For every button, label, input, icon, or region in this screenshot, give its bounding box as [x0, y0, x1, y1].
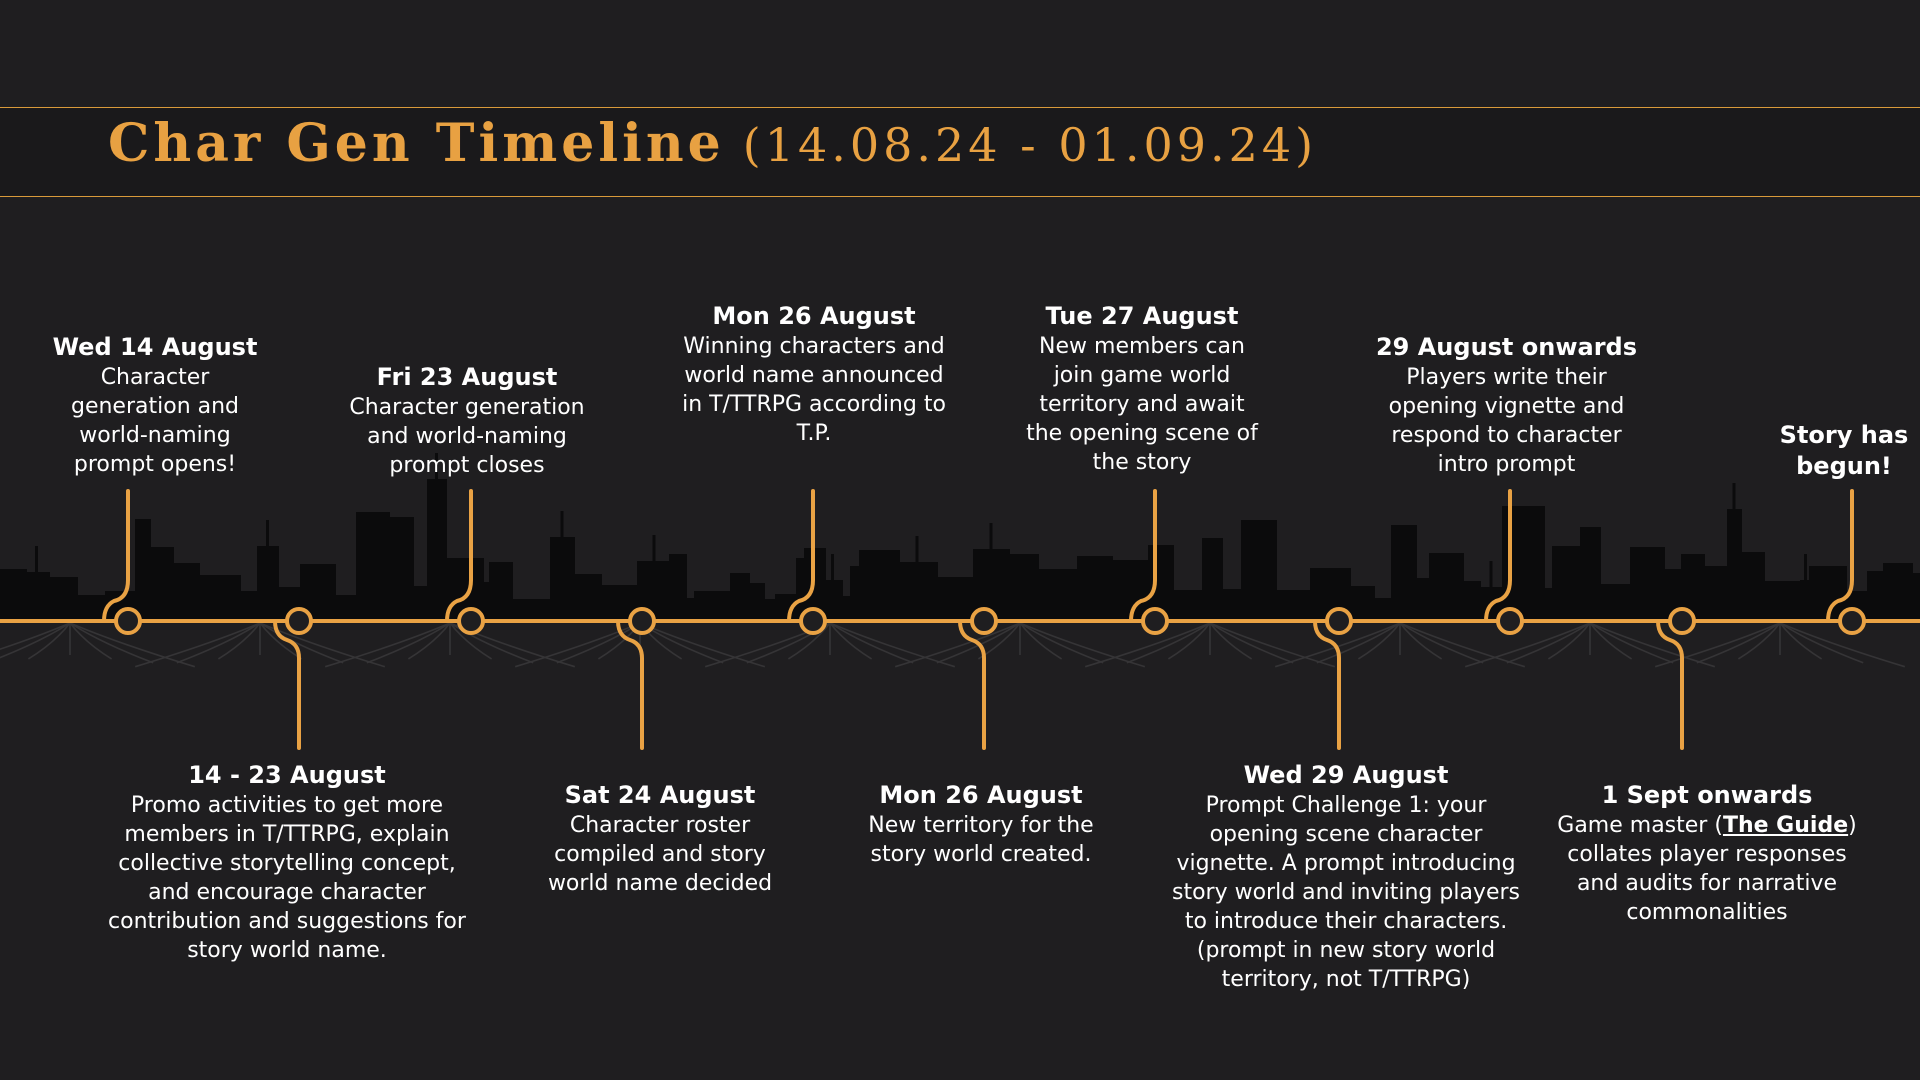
skyline-spire	[35, 546, 38, 572]
timeline-node	[1670, 609, 1694, 633]
root-branch	[218, 623, 260, 659]
timeline-node	[801, 609, 825, 633]
event-bottom-1	[105, 760, 469, 965]
skyline-building	[1598, 584, 1633, 621]
event-date: Wed 14 August	[52, 333, 258, 361]
root-branch	[1780, 623, 1822, 659]
event-top-4	[1022, 301, 1262, 477]
timeline-node	[1498, 609, 1522, 633]
skyline-building	[1036, 569, 1080, 621]
skyline-building	[171, 563, 200, 621]
event-description: New territory for the story world created.	[868, 813, 1094, 867]
timeline-node	[1143, 609, 1167, 633]
root-branch	[1465, 623, 1590, 667]
root-branch	[325, 623, 450, 667]
event-description: Promo activities to get more members in T/TTRPG, explain collective storytelling concept, and encourage character contribution and suggestions for story world name.	[108, 793, 466, 963]
skyline-building	[694, 591, 733, 621]
event-top-5	[1364, 332, 1649, 479]
skyline-building	[1372, 598, 1394, 621]
root-branch	[1210, 623, 1252, 659]
skyline-building	[257, 546, 279, 621]
root-branch	[1590, 623, 1715, 667]
timeline-node	[116, 609, 140, 633]
skyline-building	[1739, 552, 1765, 621]
skyline-building	[1391, 525, 1417, 621]
skyline-building	[1552, 546, 1583, 621]
skyline-building	[489, 562, 513, 621]
event-bottom-3	[866, 780, 1096, 869]
event-description: Winning characters and world name announced in T/TTRPG according to T.P.	[682, 334, 946, 446]
skyline-building	[1762, 581, 1803, 621]
skyline-building	[1171, 590, 1205, 621]
root-branch	[1358, 623, 1400, 659]
event-date: Story has begun!	[1779, 421, 1909, 480]
timeline-connector	[1315, 621, 1339, 748]
skyline-building	[47, 577, 78, 621]
skyline-building	[775, 594, 799, 621]
event-date: 29 August onwards	[1375, 333, 1638, 361]
skyline-building	[1220, 589, 1244, 621]
timeline-connector	[275, 621, 299, 748]
event-date: Wed 29 August	[1243, 761, 1449, 789]
root-branch	[1168, 623, 1210, 659]
skyline-building	[1883, 563, 1913, 621]
event-date: Fri 23 August	[376, 363, 558, 391]
root-branch	[1020, 623, 1062, 659]
root-branch	[1400, 623, 1442, 659]
event-bottom-2	[528, 780, 792, 898]
root-branch	[1548, 623, 1590, 659]
root-branch	[1738, 623, 1780, 659]
skyline-building	[387, 517, 414, 621]
root-branch	[260, 623, 385, 667]
root-branch	[70, 623, 112, 659]
root-branch	[830, 623, 955, 667]
skyline-building	[1274, 590, 1313, 621]
skyline-spire	[1804, 554, 1807, 580]
skyline-building	[897, 562, 938, 621]
event-top-3	[680, 301, 948, 448]
event-top-2	[336, 362, 598, 480]
skyline-building	[1702, 566, 1730, 621]
root-branch	[895, 623, 1020, 667]
skyline-building	[1580, 527, 1601, 621]
root-branch	[408, 623, 450, 659]
skyline-spire	[561, 511, 564, 537]
timeline-node	[630, 609, 654, 633]
desc-text-before: Game master (	[1557, 813, 1723, 838]
skyline-building	[550, 537, 575, 621]
skyline-building	[1630, 547, 1665, 621]
timeline-node	[1840, 609, 1864, 633]
skyline-building	[510, 599, 553, 621]
skyline-building	[1429, 553, 1464, 621]
event-date: Sat 24 August	[564, 781, 756, 809]
event-date: 14 - 23 August	[188, 761, 386, 789]
skyline-building	[572, 574, 602, 621]
skyline-spire	[266, 520, 269, 546]
skyline-building	[859, 550, 888, 621]
skyline-building	[1077, 556, 1113, 621]
skyline-spire	[1733, 483, 1736, 509]
skyline-building	[1241, 520, 1277, 621]
root-branch	[1590, 623, 1632, 659]
skyline-building	[356, 512, 390, 621]
skyline-building	[197, 575, 241, 621]
roots-decoration	[0, 623, 1905, 667]
timeline-connector	[1658, 621, 1682, 748]
root-branch	[640, 623, 765, 667]
skyline-building	[1202, 538, 1223, 621]
event-bottom-4	[1160, 760, 1532, 994]
skyline-building	[0, 569, 27, 621]
event-description: Players write their opening vignette and respond to character intro prompt	[1388, 365, 1625, 477]
event-description: Character generation and world-naming prompt opens!	[70, 365, 240, 477]
timeline-connector	[960, 621, 984, 748]
event-bottom-5	[1556, 780, 1858, 927]
desc-text-after: ) collates player responses and audits for narrative commonalities	[1567, 813, 1857, 925]
event-date: Mon 26 August	[879, 781, 1083, 809]
root-branch	[830, 623, 872, 659]
skyline-building	[935, 577, 976, 621]
skyline-building	[1007, 554, 1039, 621]
title-date-range: (14.08.24 - 01.09.24)	[742, 118, 1318, 172]
skyline-spire	[916, 536, 919, 562]
root-branch	[1020, 623, 1145, 667]
root-branch	[28, 623, 70, 659]
root-branch	[0, 623, 70, 663]
skyline-building	[24, 572, 50, 621]
event-date: 1 Sept onwards	[1601, 781, 1813, 809]
timeline-node	[1327, 609, 1351, 633]
skyline-spire	[990, 523, 993, 549]
event-top-1	[40, 332, 270, 479]
timeline-node	[287, 609, 311, 633]
skyline-spire	[653, 535, 656, 561]
event-description: Character roster compiled and story world name decided	[547, 813, 773, 896]
timeline-connector	[618, 621, 642, 748]
skyline-building	[333, 595, 359, 621]
skyline-building	[1348, 586, 1375, 621]
timeline-node	[459, 609, 483, 633]
root-branch	[135, 623, 260, 667]
skyline-spire	[831, 554, 834, 580]
skyline-spire	[1490, 561, 1493, 587]
event-date: Tue 27 August	[1045, 302, 1239, 330]
skyline-building	[148, 547, 174, 621]
event-description: New members can join game world territory and await the opening scene of the story	[1026, 334, 1258, 475]
event-description	[1556, 811, 1858, 927]
event-date: Mon 26 August	[712, 302, 916, 330]
skyline-building	[238, 591, 260, 621]
timeline-node	[972, 609, 996, 633]
event-top-6	[1762, 420, 1920, 482]
title-main: Char Gen Timeline	[108, 113, 725, 174]
the-guide-link[interactable]: The Guide	[1722, 813, 1849, 838]
event-description: Character generation and world-naming prompt closes	[349, 395, 585, 478]
event-description: Prompt Challenge 1: your opening scene character vignette. A prompt introducing story world and inviting players to introduce their characters. (prompt in new story world territory, not T/TTRPG)	[1171, 793, 1520, 992]
